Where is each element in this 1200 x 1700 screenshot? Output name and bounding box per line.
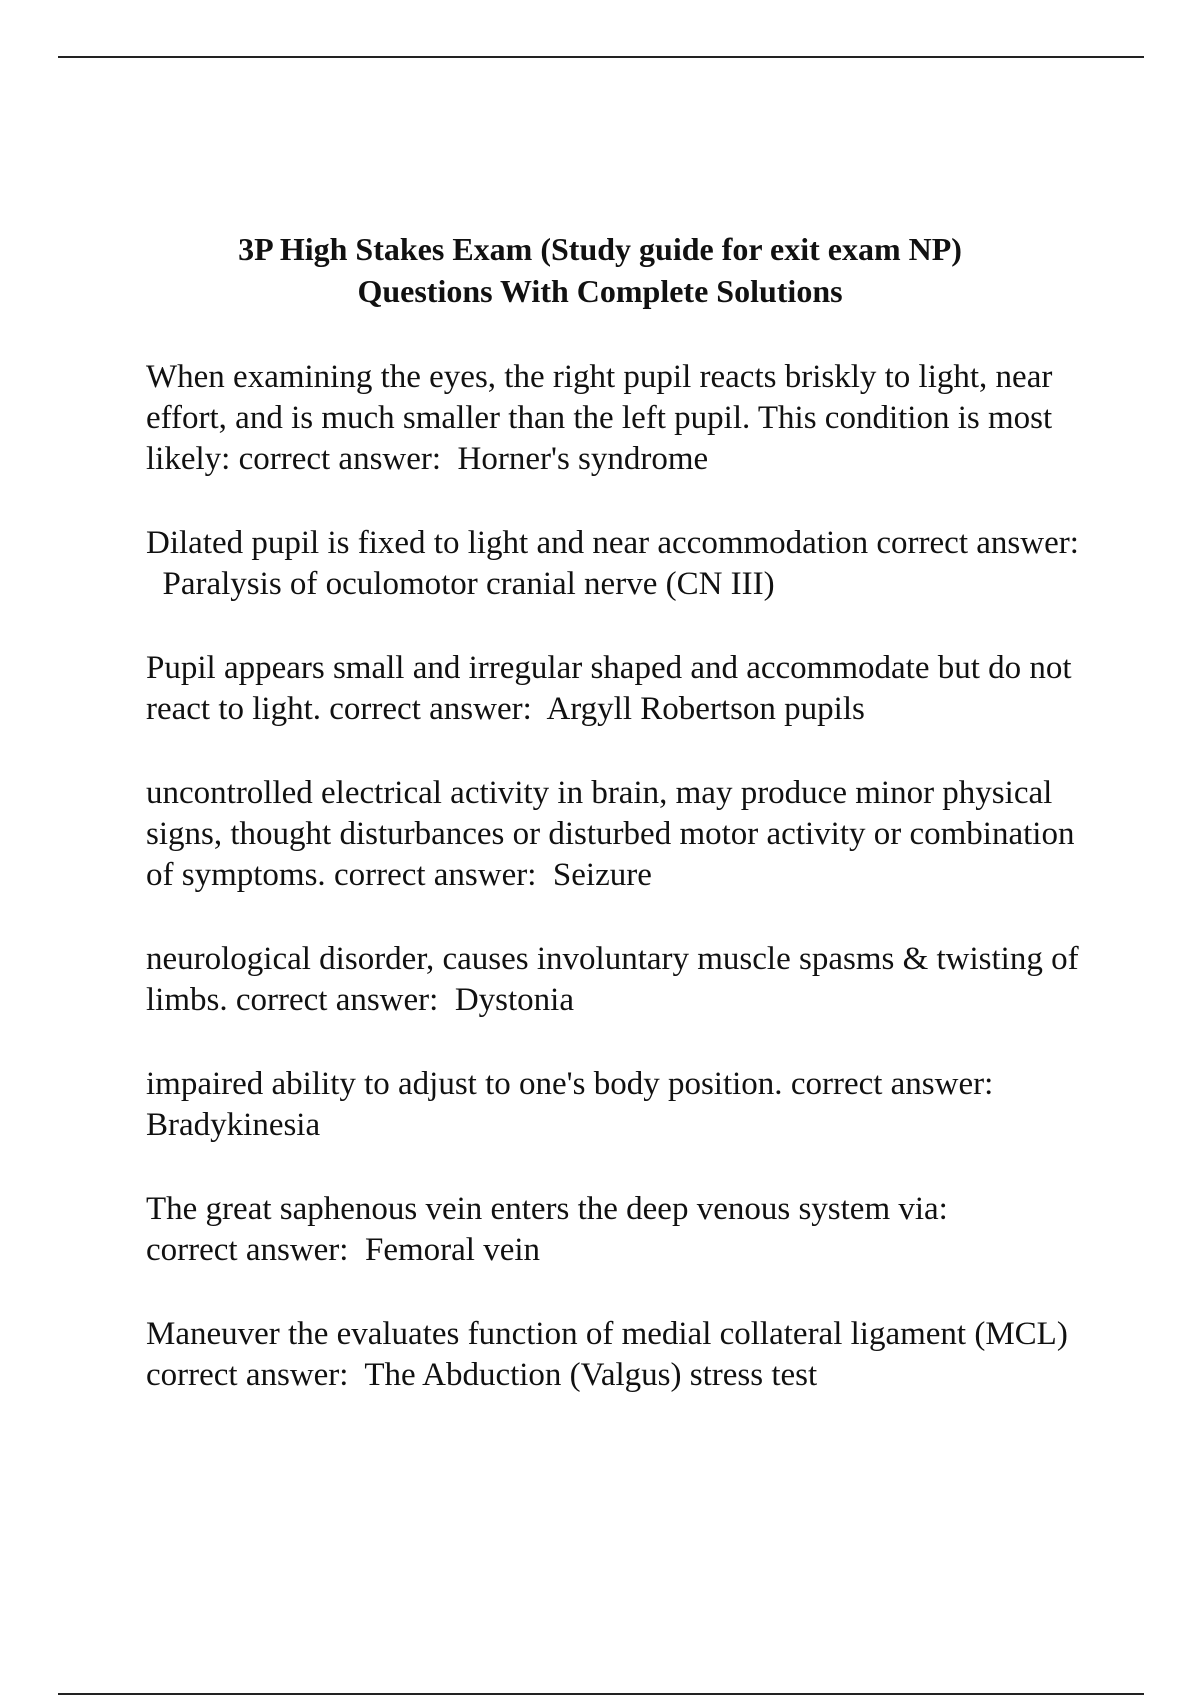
answer-text: Bradykinesia bbox=[146, 1107, 321, 1143]
question-text: Maneuver the evaluates function of medial collateral ligament (MCL) bbox=[146, 1316, 1068, 1352]
qa-item bbox=[146, 1314, 1106, 1396]
question-text: The great saphenous vein enters the deep venous system via: bbox=[146, 1191, 948, 1227]
answer-text: Horner's syndrome bbox=[457, 441, 709, 477]
answer-label: correct answer: bbox=[146, 1357, 349, 1393]
title-line-2: Questions With Complete Solutions bbox=[357, 273, 843, 309]
answer-text: Seizure bbox=[552, 857, 652, 893]
header-rule bbox=[58, 56, 1144, 58]
question-text: When examining the eyes, the right pupil reacts briskly to light, near effort, and is much smaller than the left pupil. This condition is most likely: bbox=[146, 359, 1053, 477]
question-text: Pupil appears small and irregular shaped and accommodate but do not react to light. bbox=[146, 650, 1072, 727]
title-line-1: 3P High Stakes Exam (Study guide for exit exam NP) bbox=[238, 231, 962, 267]
qa-item bbox=[146, 939, 1106, 1021]
answer-label: correct answer: bbox=[329, 691, 532, 727]
question-text: neurological disorder, causes involuntary muscle spasms & twisting of limbs. bbox=[146, 941, 1079, 1018]
question-text: uncontrolled electrical activity in brain, may produce minor physical signs, thought disturbances or disturbed motor activity or combination of symptoms. bbox=[146, 775, 1075, 893]
answer-label: correct answer: bbox=[333, 857, 537, 893]
answer-label: correct answer: bbox=[238, 441, 442, 477]
answer-text: Dystonia bbox=[454, 982, 574, 1018]
qa-item bbox=[146, 1189, 1106, 1271]
footer-rule bbox=[58, 1693, 1144, 1695]
qa-item bbox=[146, 773, 1106, 896]
qa-item bbox=[146, 648, 1106, 730]
answer-text: Argyll Robertson pupils bbox=[546, 691, 865, 727]
qa-item bbox=[146, 523, 1106, 605]
answer-label: correct answer: bbox=[790, 1066, 994, 1102]
answer-text: The Abduction (Valgus) stress test bbox=[364, 1357, 818, 1393]
question-text: Dilated pupil is fixed to light and near accommodation bbox=[146, 525, 869, 561]
answer-text: Paralysis of oculomotor cranial nerve (CN III) bbox=[162, 566, 775, 602]
qa-item bbox=[146, 357, 1106, 480]
answer-label: correct answer: bbox=[235, 982, 439, 1018]
question-text: impaired ability to adjust to one's body position. bbox=[146, 1066, 783, 1102]
answer-label: correct answer: bbox=[146, 1232, 349, 1268]
answer-label: correct answer: bbox=[876, 525, 1079, 561]
answer-text: Femoral vein bbox=[364, 1232, 541, 1268]
qa-item bbox=[146, 1064, 1106, 1146]
document-title bbox=[100, 228, 1100, 312]
qa-list bbox=[146, 357, 1106, 1439]
